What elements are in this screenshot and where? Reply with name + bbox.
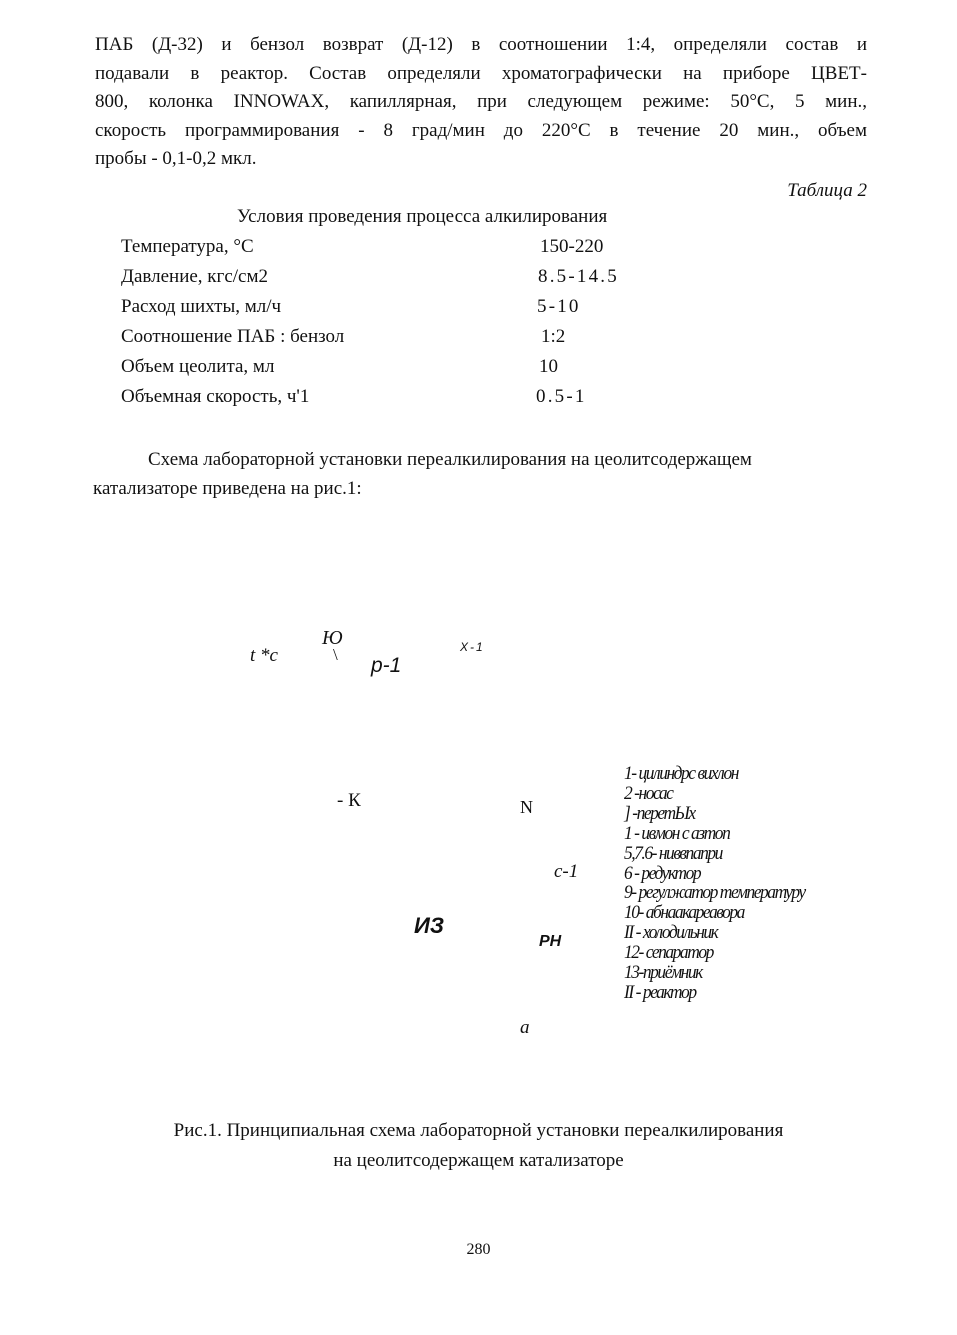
table-row	[121, 296, 821, 322]
table-row	[121, 326, 821, 352]
table-title: Условия проведения процесса алкилирования	[237, 206, 608, 227]
page-number: 280	[466, 1241, 491, 1258]
paragraph-line: скорость программирования - 8 град/мин до 220°С в течение 20 мин., объем	[95, 119, 867, 141]
table-value: 8.5-14.5	[538, 266, 619, 287]
paragraph-line: подавали в реактор. Состав определяли хроматографически на приборе ЦВЕТ-	[95, 62, 867, 84]
table-row	[121, 266, 821, 292]
paragraph-line: Схема лабораторной установки переалкилирования на цеолитсодержащем	[148, 449, 752, 470]
table-row	[121, 356, 821, 382]
table-number: Таблица 2	[787, 180, 867, 201]
table-row	[121, 236, 821, 262]
table-value: 0.5-1	[536, 386, 587, 407]
legend-item: II - холодильник	[624, 922, 718, 944]
legend-item: 9- регулжатор температуру	[624, 882, 805, 904]
table-row	[121, 386, 821, 412]
table-value: 10	[539, 356, 558, 377]
intro-paragraph	[95, 31, 867, 174]
legend-item: 1- цилиндрс вихлон	[624, 763, 738, 784]
table-param: Соотношение ПАБ : бензол	[121, 326, 345, 347]
caption-line: на цеолитсодержащем катализаторе	[333, 1150, 624, 1171]
label-c1: с-1	[554, 861, 579, 882]
label-rn: РН	[539, 933, 562, 950]
legend-item: 13-приёмник	[624, 962, 702, 984]
legend-item: 5,7.6- ниввпапри	[624, 842, 722, 864]
paragraph-line: пробы - 0,1-0,2 мкл.	[95, 148, 257, 170]
legend-item: 6 - редуктор	[624, 862, 701, 884]
table-param: Давление, кгс/см2	[121, 266, 268, 287]
table-value: 1:2	[541, 326, 566, 347]
label-iz: ИЗ	[414, 913, 444, 938]
figure-intro-paragraph	[93, 446, 865, 503]
legend-item: II - реактор	[624, 981, 696, 1003]
paragraph-line: катализаторе приведена на рис.1:	[93, 477, 362, 499]
legend-item: 12- сепаратор	[624, 942, 713, 964]
legend-item: ] -перетЫх	[624, 802, 695, 824]
table-param: Расход шихты, мл/ч	[121, 296, 282, 317]
label-yu: Ю	[322, 627, 343, 649]
figure-legend	[624, 764, 820, 1003]
table-param: Температура, °С	[121, 236, 254, 257]
table-param: Объем цеолита, мл	[121, 356, 275, 377]
figure-caption	[0, 1116, 957, 1176]
table-param: Объемная скорость, ч'1	[121, 386, 310, 407]
label-x1: Х-1	[460, 640, 485, 654]
label-temperature: t *с	[250, 645, 278, 666]
legend-item: 2 -носас	[624, 782, 673, 804]
label-k: - К	[337, 790, 361, 811]
table-value: 150-220	[540, 236, 604, 257]
legend-item: 10- абнаакареавора	[624, 902, 744, 924]
label-n: N	[520, 797, 533, 817]
label-slash: \	[333, 645, 338, 664]
paragraph-line: 800, колонка INNOWAX, капиллярная, при следующем режиме: 50°С, 5 мин.,	[95, 91, 867, 113]
paragraph-line: ПАБ (Д-32) и бензол возврат (Д-12) в соотношении 1:4, определяли состав и	[95, 34, 867, 55]
legend-item: 1 - ивмон с азтоп	[624, 822, 730, 844]
table-value: 5-10	[537, 296, 581, 317]
caption-line: Рис.1. Принципиальная схема лабораторной установки переалкилирования	[173, 1120, 784, 1141]
label-a: а	[520, 1017, 530, 1038]
label-p1: р-1	[371, 654, 402, 677]
